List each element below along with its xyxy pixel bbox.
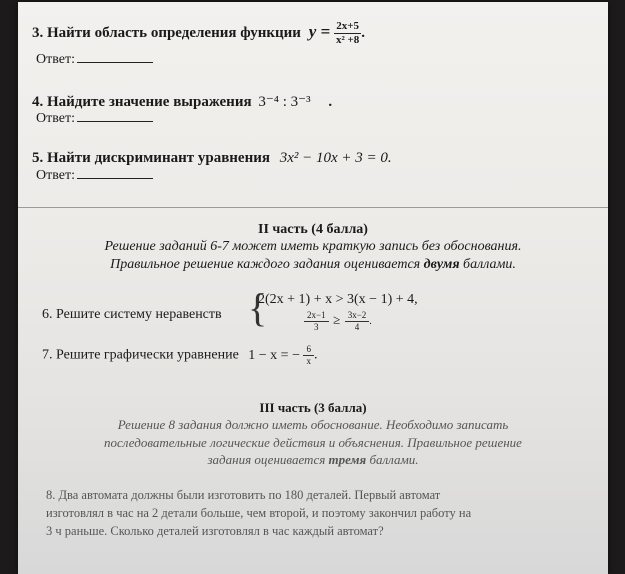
answer-5-label: Ответ:: [36, 168, 75, 183]
worksheet-page: [18, 2, 608, 574]
question-7-expression: 1 − x = −: [248, 347, 300, 363]
question-3-numerator: 2x+5: [334, 20, 361, 34]
answer-4-label: Ответ:: [36, 111, 75, 126]
question-7-fraction-num: 6: [303, 344, 314, 356]
answer-3: [36, 52, 153, 68]
question-8-line-1: 8. Два автомата должны были изготовить по 180 деталей. Первый автомат: [46, 488, 441, 502]
question-6-fraction-1: [304, 310, 329, 333]
question-7-end: .: [313, 347, 318, 363]
question-4-expression: 3⁻⁴ : 3⁻³: [258, 94, 311, 110]
system-brace: {: [248, 285, 268, 330]
answer-3-label: Ответ:: [36, 52, 75, 67]
question-5-expression: 3x² − 10x + 3 = 0.: [279, 150, 392, 166]
question-6-label: 6. Решите систему неравенств: [42, 307, 222, 322]
part-2-line-2-pre: Правильное решение каждого задания оценивается: [110, 257, 421, 272]
question-3-denominator: x² +8: [335, 34, 360, 46]
question-6-row-2: [304, 310, 372, 333]
question-3-y: y =: [308, 21, 331, 41]
question-6-fraction-2-num: 3x−2: [345, 310, 370, 322]
part-3-line-3-post: баллами.: [369, 452, 419, 467]
answer-4: [36, 111, 153, 127]
question-7-label: 7. Решите графически уравнение: [42, 347, 239, 363]
part-2-title: II часть (4 балла): [258, 222, 368, 237]
part-3-line-3-pre: задания оценивается: [207, 452, 326, 467]
part-3-line-2: последовательные логические действия и объяснения. Правильное решение: [104, 435, 522, 450]
question-6-fraction-2: [345, 310, 370, 333]
question-7-fraction-den: x: [306, 356, 311, 366]
part-2-line-1: Решение заданий 6-7 может иметь краткую запись без обоснования.: [104, 239, 522, 254]
question-3-end: .: [361, 24, 366, 41]
question-4: [32, 92, 332, 111]
part-2-line-2-bold: двумя: [423, 257, 460, 272]
part-3-line-3: [18, 452, 608, 468]
question-8-line-2: изготовлял в час на 2 детали больше, чем второй, и поэтому закончил работу на: [46, 506, 472, 520]
question-8-line-3: 3 ч раньше. Сколько деталей изготовлял в час каждый автомат?: [46, 524, 384, 538]
question-5-label: 5. Найти дискриминант уравнения: [32, 150, 270, 166]
part-2-line-2-post: баллами.: [463, 257, 516, 272]
answer-5-blank[interactable]: [77, 168, 153, 179]
question-6-fraction-1-den: 3: [314, 322, 319, 332]
question-4-label: 4. Найдите значение выражения: [32, 94, 252, 110]
part-3-line-1: Решение 8 задания должно иметь обоснование. Необходимо записать: [117, 417, 509, 432]
question-4-end: .: [328, 94, 333, 110]
part-3-title: III часть (3 балла): [259, 400, 367, 415]
question-5: [32, 150, 392, 167]
answer-4-blank[interactable]: [77, 111, 153, 122]
question-6-end: .: [369, 315, 372, 327]
question-6-fraction-2-den: 4: [354, 322, 360, 332]
question-6-row-1: 2(2x + 1) + x > 3(x − 1) + 4,: [258, 292, 418, 307]
question-7-fraction: [303, 344, 314, 367]
part-2-line-2: [18, 257, 608, 273]
question-3: [32, 20, 365, 47]
question-7: [42, 344, 317, 367]
question-6-sign: ≥: [333, 311, 341, 327]
part-3-line-3-bold: тремя: [328, 452, 367, 467]
question-3-fraction: [334, 20, 361, 47]
answer-3-blank[interactable]: [77, 52, 153, 63]
question-6-fraction-1-num: 2x−1: [304, 310, 329, 322]
answer-5: [36, 168, 153, 184]
divider: [18, 207, 608, 208]
question-3-label: 3. Найти область определения функции: [32, 24, 301, 41]
